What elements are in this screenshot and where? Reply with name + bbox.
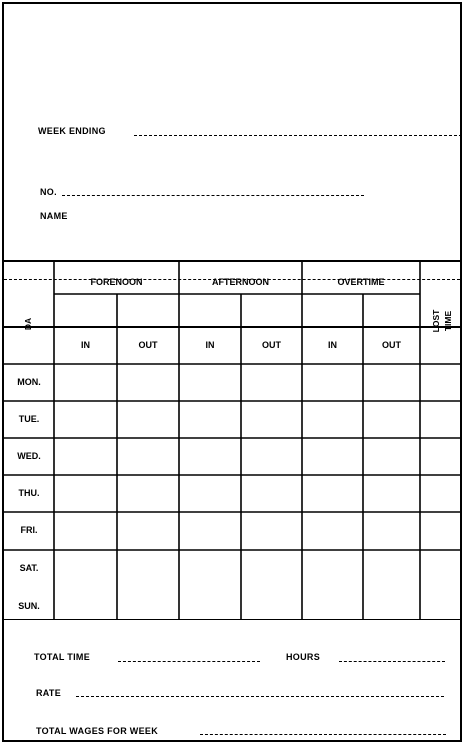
hours-label: HOURS (286, 652, 321, 662)
overtime-in-header: IN (328, 340, 337, 350)
total-wages-field[interactable] (200, 734, 446, 735)
afternoon-header: AFTERNOON (212, 277, 269, 287)
time-card (2, 2, 462, 742)
lost-time-header-line2: TIME (443, 310, 453, 332)
day-label-sun: SUN. (18, 601, 40, 611)
day-label-thu: THU. (18, 488, 40, 498)
forenoon-header: FORENOON (90, 277, 143, 287)
time-grid (4, 260, 460, 620)
total-time-field[interactable] (118, 661, 260, 662)
total-wages-label: TOTAL WAGES FOR WEEK (36, 726, 159, 736)
forenoon-in-header: IN (81, 340, 90, 350)
day-label-fri: FRI. (20, 525, 38, 535)
name-label: NAME (40, 211, 68, 221)
day-column-header: DA (23, 317, 33, 331)
day-label-tue: TUE. (18, 414, 40, 424)
week-ending-label: WEEK ENDING (38, 126, 106, 136)
hours-field[interactable] (339, 661, 445, 662)
overtime-header: OVERTIME (337, 277, 385, 287)
rate-label: RATE (36, 688, 62, 698)
day-label-mon: MON. (17, 377, 41, 387)
number-label: NO. (40, 187, 57, 197)
day-label-sat: SAT. (19, 563, 39, 573)
afternoon-in-header: IN (205, 340, 215, 350)
lost-time-header-line1: LOST (431, 309, 441, 333)
week-ending-field[interactable] (134, 135, 462, 136)
afternoon-out-header: OUT (262, 340, 281, 350)
forenoon-out-header: OUT (138, 340, 158, 350)
overtime-out-header: OUT (382, 340, 401, 350)
number-field[interactable] (62, 195, 364, 196)
total-time-label: TOTAL TIME (34, 652, 90, 662)
day-label-wed: WED. (17, 451, 41, 461)
rate-field[interactable] (76, 696, 444, 697)
